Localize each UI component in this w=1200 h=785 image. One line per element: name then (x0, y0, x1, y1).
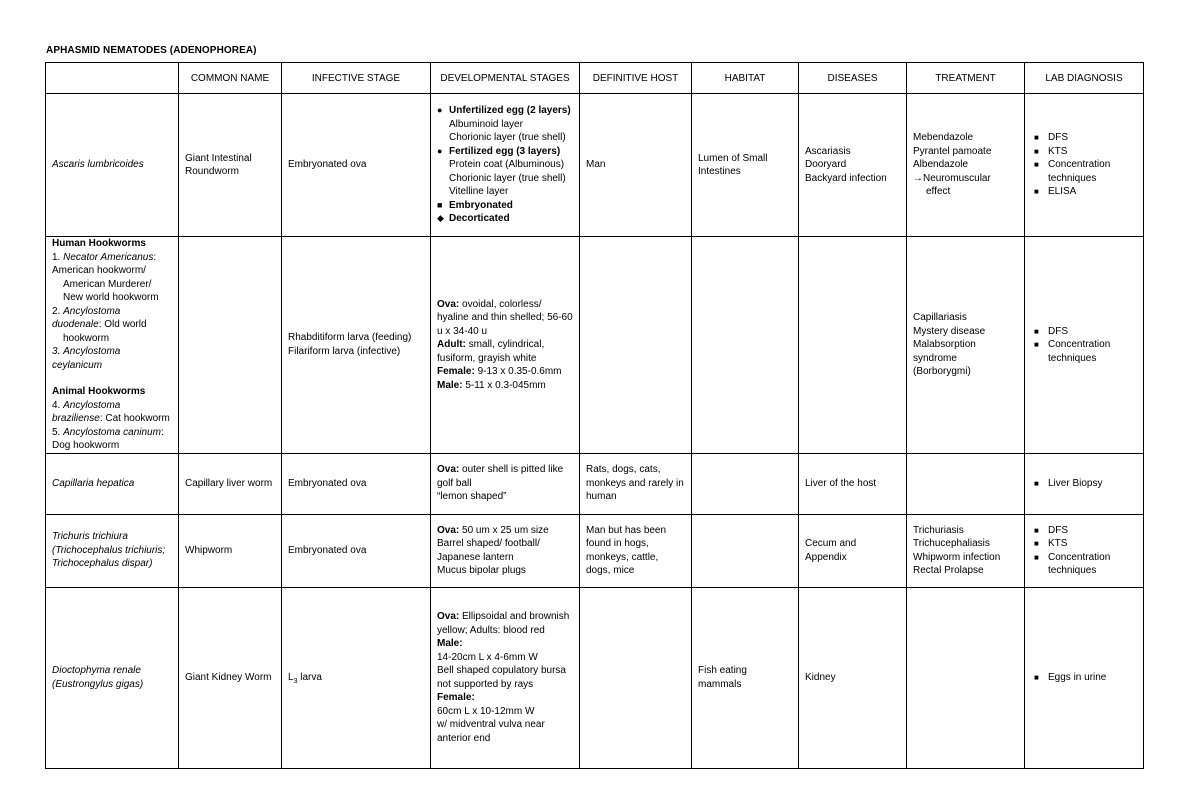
square-bullet-icon: ■ (1034, 552, 1039, 562)
lab-diagnosis-cell (1025, 94, 1144, 237)
list-item: ■ Liver Biopsy (1034, 477, 1103, 489)
treatment-cell: Capillariasis Mystery disease Malabsorption syndrome (Borborygmi) (907, 237, 1025, 454)
page-title: APHASMID NEMATODES (ADENOPHOREA) (46, 45, 257, 56)
diseases-cell (799, 237, 907, 454)
diseases-cell: Ascariasis Dooryard Backyard infection (799, 94, 907, 237)
list-item: ■ KTS (1034, 538, 1068, 549)
list-item: ● Fertilized egg (3 layers) (437, 145, 561, 157)
habitat-cell (692, 514, 799, 587)
organism-cell: Dioctophyma renale (Eustrongylus gigas) (46, 587, 179, 768)
table-row-dioctophyma (46, 587, 1144, 768)
infective-stage-cell: $L_3$ larva (282, 587, 431, 768)
habitat-cell (692, 453, 799, 514)
treatment-cell (907, 453, 1025, 514)
common-name-cell: Whipworm (179, 514, 282, 587)
header-cell-common-name: COMMON NAME (179, 63, 282, 94)
header-row (46, 63, 1144, 94)
definitive-host-cell: Rats, dogs, cats, monkeys and rarely in human (580, 453, 692, 514)
developmental-stages-cell: Ova: Ellipsoidal and brownish yellow; Adults: blood red Male: 14-20cm L x 4-6mm W Bell shaped copulatory bursa not supported by rays Female: 60cm L x 10-12mm W w/ midventral vulva near anterior end (431, 587, 580, 768)
list-item: ◆ Decorticated (437, 213, 510, 225)
square-bullet-icon: ■ (1034, 539, 1039, 548)
lab-diagnosis-cell (1025, 237, 1144, 454)
organism-cell: Capillaria hepatica (46, 453, 179, 514)
list-item: Vitelline layer (449, 186, 509, 198)
list-item: Albuminoid layer (449, 118, 523, 130)
list-item: ● Unfertilized egg (2 layers) (437, 105, 571, 117)
definitive-host-cell (580, 237, 692, 454)
diseases-cell: Liver of the host (799, 453, 907, 514)
lab-diagnosis-cell (1025, 587, 1144, 768)
list-item: ■ Concentration techniques (1034, 551, 1111, 576)
square-bullet-icon: ■ (1034, 133, 1039, 143)
square-bullet-icon: ■ (437, 199, 443, 210)
lab-diagnosis-cell (1025, 453, 1144, 514)
list-item: ■ ELISA (1034, 186, 1077, 198)
list-item: ■ DFS (1034, 132, 1068, 144)
infective-stage-cell: Embryonated ova (282, 453, 431, 514)
list-item: ■ DFS (1034, 325, 1068, 337)
header-cell-habitat: HABITAT (692, 63, 799, 94)
list-item: Chorionic layer (true shell) (449, 132, 566, 144)
bullet-icon: ● (437, 105, 443, 116)
habitat-cell: Lumen of Small Intestines (692, 94, 799, 237)
nematode-table (45, 62, 1144, 769)
header-cell-developmental-stages: DEVELOPMENTAL STAGES (431, 63, 580, 94)
habitat-cell (692, 237, 799, 454)
habitat-cell: Fish eating mammals (692, 587, 799, 768)
developmental-stages-cell: Ova: ovoidal, colorless/ hyaline and thin shelled; 56-60 u x 34-40 u Adult: small, cylindrical, fusiform, grayish white Female: 9-13 x 0.35-0.6mm Male: 5-11 x 0.3-045mm (431, 237, 580, 454)
treatment-cell: Trichuriasis Trichucephaliasis Whipworm infection Rectal Prolapse (907, 514, 1025, 587)
list-item: Protein coat (Albuminous) (449, 159, 565, 171)
table-row-ascaris (46, 94, 1144, 237)
list-item: ■ Concentration techniques (1034, 159, 1111, 184)
common-name-cell (179, 237, 282, 454)
table-row-trichuris (46, 514, 1144, 587)
table-row-hookworms (46, 237, 1144, 454)
list-item: ■ Eggs in urine (1034, 671, 1107, 683)
lab-diagnosis-cell (1025, 514, 1144, 587)
developmental-stages-cell (431, 94, 580, 237)
square-bullet-icon: ■ (1034, 326, 1039, 336)
header-cell-diseases: DISEASES (799, 63, 907, 94)
header-cell-lab-diagnosis: LAB DIAGNOSIS (1025, 63, 1144, 94)
infective-stage-cell: Embryonated ova (282, 514, 431, 587)
common-name-cell: Giant Kidney Worm (179, 587, 282, 768)
bullet-icon: ● (437, 145, 443, 156)
square-bullet-icon: ■ (1034, 146, 1039, 156)
infective-stage-cell: Embryonated ova (282, 94, 431, 237)
square-bullet-icon: ■ (1034, 525, 1039, 535)
square-bullet-icon: ■ (1034, 160, 1039, 170)
square-bullet-icon: ■ (1034, 187, 1039, 197)
definitive-host-cell: Man but has been found in hogs, monkeys, cattle, dogs, mice (580, 514, 692, 587)
common-name-cell: Capillary liver worm (179, 453, 282, 514)
definitive-host-cell (580, 587, 692, 768)
header-cell-treatment: TREATMENT (907, 63, 1025, 94)
diamond-bullet-icon: ◆ (437, 213, 444, 224)
header-cell-infective-stage: INFECTIVE STAGE (282, 63, 431, 94)
square-bullet-icon: ■ (1034, 478, 1039, 488)
square-bullet-icon: ■ (1034, 672, 1039, 682)
list-item: ■ Embryonated (437, 199, 513, 211)
square-bullet-icon: ■ (1034, 340, 1039, 349)
header-cell-organism (46, 63, 179, 94)
organism-cell: Trichuris trichiura (Trichocephalus trichiuris; Trichocephalus dispar) (46, 514, 179, 587)
list-item: ■ KTS (1034, 145, 1068, 157)
developmental-stages-cell: Ova: outer shell is pitted like golf ball “lemon shaped” (431, 453, 580, 514)
table-row-capillaria (46, 453, 1144, 514)
infective-stage-cell: Rhabditiform larva (feeding) Filariform larva (infective) (282, 237, 431, 454)
diseases-cell: Kidney (799, 587, 907, 768)
diseases-cell: Cecum and Appendix (799, 514, 907, 587)
common-name-cell: Giant Intestinal Roundworm (179, 94, 282, 237)
organism-cell: Ascaris lumbricoides (46, 94, 179, 237)
list-item: ■ Concentration techniques (1034, 339, 1111, 364)
treatment-cell: Mebendazole Pyrantel pamoate Albendazole →Neuromuscular effect (907, 94, 1025, 237)
treatment-cell (907, 587, 1025, 768)
organism-cell: Human Hookworms 1. Necator Americanus: American hookworm/ American Murderer/ New world hookworm 2. Ancylostoma duodenale: Old world hookworm 3. Ancylostoma ceylanicum Animal Hookworms 4. Ancylostoma braziliense: Cat hookworm 5. Ancylostoma caninum: Dog hookworm (46, 237, 179, 454)
definitive-host-cell: Man (580, 94, 692, 237)
list-item: ■ DFS (1034, 524, 1068, 536)
header-cell-definitive-host: DEFINITIVE HOST (580, 63, 692, 94)
list-item: Chorionic layer (true shell) (449, 172, 566, 184)
developmental-stages-cell: Ova: 50 um x 25 um size Barrel shaped/ football/ Japanese lantern Mucus bipolar plugs (431, 514, 580, 587)
